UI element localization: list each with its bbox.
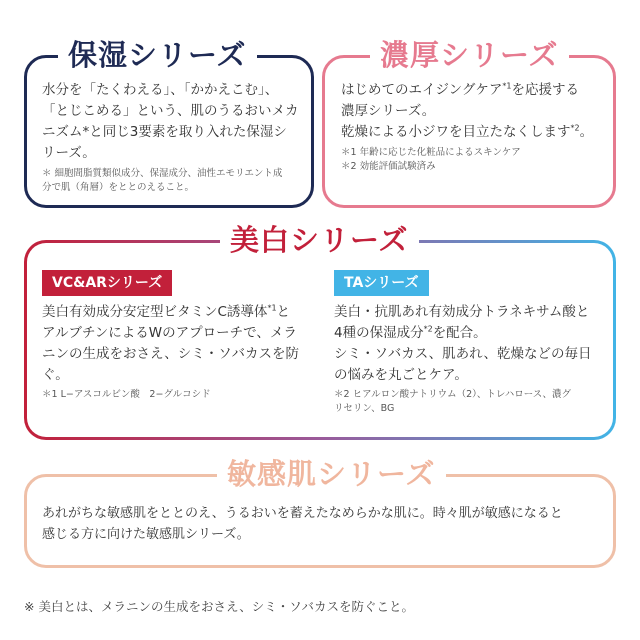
moist-note-line: 分で肌（角層）をととのえること。 — [42, 182, 195, 193]
ta-series-note — [334, 388, 609, 416]
vc-body-line: アルブチンによるWのアプローチで、メラ — [42, 325, 297, 341]
moist-body-line: リーズ。 — [42, 145, 96, 161]
rich-series-note — [341, 146, 611, 174]
rich-note-line: ＊1 年齢に応じた化粧品によるスキンケア — [341, 147, 521, 158]
rich-series-title: 濃厚シリーズ — [370, 36, 569, 74]
ta-note-line: リセリン、BG — [334, 403, 395, 414]
sensitive-body-line: あれがちな敏感肌をととのえ、うるおいを蓄えたなめらかな肌に。時々肌が敏感になると — [42, 506, 563, 521]
rich-series-body — [341, 80, 611, 143]
footer-note: ※ 美白とは、メラニンの生成をおさえ、シミ・ソバカスを防ぐこと。 — [24, 599, 414, 614]
vc-ar-series-note: ＊1 L−アスコルビン酸 2−グルコシド — [42, 389, 211, 400]
vc-ar-series-tag: VC&ARシリーズ — [42, 270, 172, 296]
whitening-series-title: 美白シリーズ — [220, 220, 419, 260]
rich-body-line: 濃厚シリーズ。 — [341, 103, 436, 119]
moist-body-line: 「とじこめる」という、肌のうるおいメカ — [42, 103, 299, 119]
sensitive-series-title: 敏感肌シリーズ — [217, 455, 446, 493]
ta-body-line: シミ・ソバカス、肌あれ、乾燥などの毎日 — [334, 346, 592, 362]
ta-series-tag: TAシリーズ — [334, 270, 429, 296]
vc-body-line: ニンの生成をおさえ、シミ・ソバカスを防 — [42, 346, 300, 362]
moist-series-body — [42, 80, 302, 164]
rich-body-line: はじめてのエイジングケア$^{*1}$を応援する — [341, 81, 579, 98]
ta-body-line: 美白・抗肌あれ有効成分トラネキサム酸と — [334, 304, 590, 320]
ta-body-line: の悩みを丸ごとケア。 — [334, 367, 468, 383]
vc-body-line: ぐ。 — [42, 367, 69, 383]
sensitive-body-line: 感じる方に向けた敏感肌シリーズ。 — [42, 527, 250, 542]
vc-ar-series-body — [42, 302, 322, 386]
rich-body-line: 乾燥による小ジワを目立たなくします$^{*2}$。 — [341, 123, 594, 140]
moist-body-line: 水分を「たくわえる」、「かかえこむ」、 — [42, 82, 279, 98]
ta-series-body — [334, 302, 609, 386]
ta-body-line: 4種の保湿成分$^{*2}$を配合。 — [334, 324, 487, 341]
moist-series-note — [42, 167, 304, 195]
moist-series-title: 保湿シリーズ — [58, 36, 257, 74]
moist-body-line: ニズム*と同じ3要素を取り入れた保湿シ — [42, 124, 287, 140]
moist-note-line: ＊ 細胞間脂質類似成分、保湿成分、油性エモリエント成 — [42, 168, 283, 179]
rich-note-line: ＊2 効能評価試験済み — [341, 161, 436, 172]
sensitive-series-body — [42, 503, 612, 545]
vc-body-line: 美白有効成分安定型ビタミンC誘導体$^{*1}$と — [42, 303, 291, 320]
ta-note-line: ＊2 ヒアルロン酸ナトリウム（2）、トレハロース、濃グ — [334, 389, 572, 400]
